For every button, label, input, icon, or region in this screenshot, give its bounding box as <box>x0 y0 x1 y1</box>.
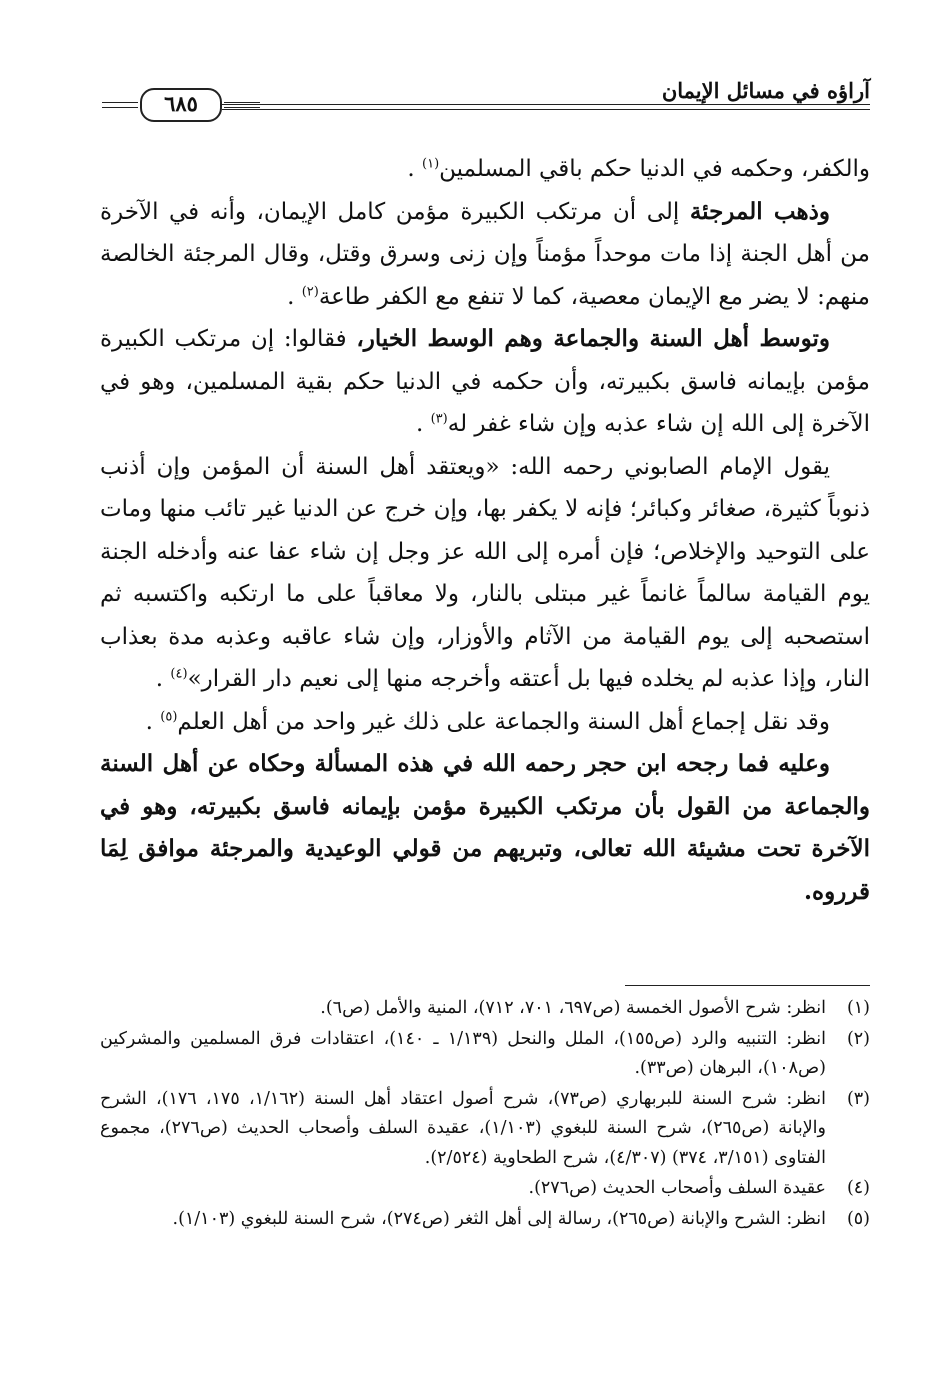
paragraph-lead: وتوسط أهل السنة والجماعة وهم الوسط الخيار، <box>356 325 830 352</box>
paragraph-2 <box>100 191 870 319</box>
header-rule <box>222 104 870 110</box>
paragraph-6-conclusion: وعليه فما رجحه ابن حجر رحمه الله في هذه المسألة وحكاه عن أهل السنة والجماعة من القول بأن مرتكب الكبيرة مؤمن بإيمانه فاسق بكبيرته، وهو في الآخرة تحت مشيئة الله تعالى، وتبريهم من قولي الوعيدية والمرجئة موافق لِمَا قرروه. <box>100 750 870 905</box>
paragraph-end: . <box>155 666 171 692</box>
paragraph-text: يقول الإمام الصابوني رحمه الله: «ويعتقد أهل السنة أن المؤمن وإن أذنب ذنوباً كثيرة، صغائر وكبائر؛ فإنه لا يكفر بها، وإن خرج عن الدنيا غير تائب منها ومات على التوحيد والإخلاص؛ فإن أمره إلى الله عز وجل إن شاء عفا عنه وأدخله الجنة يوم القيامة سالماً غانماً غير مبتلى بالنار، ولا معاقباً على ما ارتكبه واكتسبه ثم استصحبه إلى يوم القيامة من الآثام والأوزار، وإن شاء عاقبه وعذبه مدة بعذاب النار، وإذا عذبه لم يخلده فيها بل أعتقه وأخرجه منها إلى نعيم دار القرار» <box>100 453 870 692</box>
paragraph-end: . <box>415 411 431 437</box>
footnote-number: (٢) <box>846 1028 870 1049</box>
paragraph-text: والكفر، وحكمه في الدنيا حكم باقي المسلمين <box>439 156 870 182</box>
footnote-ref: (٢) <box>301 283 319 299</box>
paragraph-3 <box>100 318 870 446</box>
footnote-1 <box>100 994 870 1024</box>
footnote-5 <box>100 1205 870 1235</box>
footnote-number: (١) <box>846 998 870 1018</box>
page-header <box>100 78 870 118</box>
footnote-text: عقيدة السلف وأصحاب الحديث (ص٢٧٦). <box>528 1178 826 1198</box>
footnote-text: انظر: الشرح والإبانة (ص٢٦٥)، رسالة إلى أهل الثغر (ص٢٧٤)، شرح السنة للبغوي (١/١٠٣). <box>172 1208 826 1229</box>
paragraph-text: فقالوا: إن مرتكب الكبيرة مؤمن بإيمانه فاسق بكبيرته، وأن حكمه في الدنيا حكم بقية المسلمين، وهو في الآخرة إلى الله إن شاء عذبه وإن شاء غفر له <box>100 326 870 437</box>
paragraph-1 <box>100 148 870 191</box>
footnotes <box>100 994 870 1235</box>
footnote-text: انظر: شرح الأصول الخمسة (ص٦٩٧، ٧٠١، ٧١٢)، المنية والأمل (ص٦). <box>320 998 826 1018</box>
paragraph-end: . <box>287 283 302 310</box>
footnote-ref: (٥) <box>160 708 178 724</box>
footnote-text: انظر: شرح السنة للبربهاري (ص٧٣)، شرح أصول اعتقاد أهل السنة (١/١٦٢، ١٧٥، ١٧٦)، الشرح والإبانة (ص٢٦٥)، شرح السنة للبغوي (١/١٠٣)، عقيدة السلف وأصحاب الحديث (ص٢٧٦)، مجموع الفتاوى (٣/١٥١، ٣٧٤) (٤/٣٠٧)، شرح الطحاوية (٢/٥٢٤). <box>100 1088 827 1168</box>
footnote-number: (٥) <box>846 1208 870 1229</box>
footnote-number: (٤) <box>846 1178 870 1198</box>
paragraph-text: وقد نقل إجماع أهل السنة والجماعة على ذلك غير واحد من أهل العلم <box>177 708 830 735</box>
footnote-3 <box>100 1085 870 1174</box>
main-text <box>100 148 870 913</box>
footnote-separator <box>625 985 870 986</box>
paragraph-end: . <box>145 708 161 735</box>
page-number: ٦٨٥ <box>140 88 222 122</box>
running-title: آراؤه في مسائل الإيمان <box>661 78 870 103</box>
paragraph-lead: وذهب المرجئة <box>689 197 830 225</box>
footnote-2 <box>100 1025 870 1084</box>
paragraph-5 <box>100 701 870 744</box>
paragraph-4 <box>100 446 870 701</box>
paragraph-text: إلى أن مرتكب الكبيرة مؤمن كامل الإيمان، وأنه في الآخرة من أهل الجنة إذا مات موحداً مؤمناً وإن زنى وسرق وقتل، وقال المرجئة الخالصة منهم: لا يضر مع الإيمان معصية، كما لا تنفع مع الكفر طاعة <box>100 198 870 310</box>
footnote-ref: (٣) <box>430 411 448 427</box>
footnote-text: انظر: التنبيه والرد (ص١٥٥)، الملل والنحل (١/١٣٩ ـ ١٤٠)، اعتقادات فرق المسلمين والمشركين (ص١٠٨)، البرهان (ص٣٣). <box>100 1028 827 1078</box>
footnote-4 <box>100 1174 870 1204</box>
footnote-ref: (١) <box>422 156 440 172</box>
footnote-ref: (٤) <box>170 666 188 682</box>
footnote-number: (٣) <box>846 1088 870 1109</box>
paragraph-end: . <box>407 156 423 182</box>
